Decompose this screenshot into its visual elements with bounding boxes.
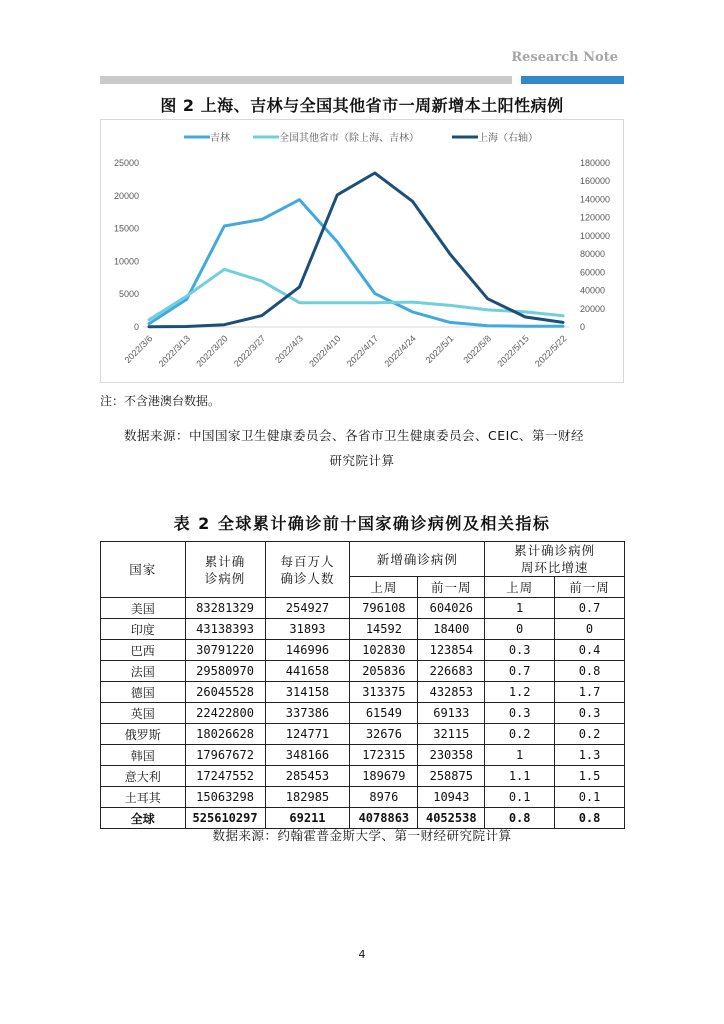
x-tick-label: 2022/4/10 <box>307 333 343 369</box>
table-cell: 0.3 <box>485 640 555 661</box>
header-new-cases: 新增确诊病例 <box>350 542 485 577</box>
header-growth <box>485 542 625 577</box>
y-right-tick-label: 20000 <box>580 303 606 314</box>
table-cell: 61549 <box>350 703 418 724</box>
table-cell-country: 全球 <box>101 808 186 829</box>
table-cell: 0.4 <box>555 640 625 661</box>
table-cell-country: 法国 <box>101 661 186 682</box>
table-cell: 313375 <box>350 682 418 703</box>
table-cell: 146996 <box>265 640 350 661</box>
header-cumulative <box>185 542 265 598</box>
table-cell-country: 意大利 <box>101 766 186 787</box>
x-tick-label: 2022/4/17 <box>344 333 381 369</box>
table-cell: 0.8 <box>485 808 555 829</box>
x-tick-label: 2022/3/27 <box>231 333 268 369</box>
table-cell: 172315 <box>350 745 418 766</box>
header-label: Research Note <box>511 50 618 65</box>
table-cell: 441658 <box>265 661 350 682</box>
table-cell: 18026628 <box>185 724 265 745</box>
table-cell-country: 印度 <box>101 619 186 640</box>
table-row <box>101 619 625 640</box>
table-cell: 604026 <box>418 598 485 619</box>
table-cell: 337386 <box>265 703 350 724</box>
table-row <box>101 724 625 745</box>
header-divider-gray <box>100 76 512 84</box>
table-cell: 69133 <box>418 703 485 724</box>
table-cell-country: 韩国 <box>101 745 186 766</box>
line-chart-svg <box>101 120 625 384</box>
x-tick-label: 2022/4/24 <box>382 333 418 369</box>
table-cell-country: 德国 <box>101 682 186 703</box>
y-right-tick-label: 140000 <box>580 194 611 205</box>
y-right-tick-label: 0 <box>580 322 586 332</box>
table-cell: 0.7 <box>555 598 625 619</box>
table-cell: 796108 <box>350 598 418 619</box>
table-cell: 0.1 <box>555 787 625 808</box>
table-cell: 0.8 <box>555 661 625 682</box>
x-tick-label: 2022/3/20 <box>194 333 230 369</box>
table-cell: 69211 <box>265 808 350 829</box>
y-right-tick-label: 100000 <box>580 230 611 241</box>
table-cell: 123854 <box>418 640 485 661</box>
table-cell-country: 俄罗斯 <box>101 724 186 745</box>
table-cell: 14592 <box>350 619 418 640</box>
y-right-tick-label: 180000 <box>580 158 611 168</box>
table-cell: 0.7 <box>485 661 555 682</box>
table-cell: 0.2 <box>485 724 555 745</box>
table-title: 表 2 全球累计确诊前十国家确诊病例及相关指标 <box>173 514 551 533</box>
table-cell-country: 英国 <box>101 703 186 724</box>
table-cell: 32115 <box>418 724 485 745</box>
table-row <box>101 598 625 619</box>
table-cell: 1 <box>485 598 555 619</box>
header-per-million <box>265 542 350 598</box>
table-cell: 285453 <box>265 766 350 787</box>
series-line-2 <box>149 269 563 320</box>
table-cell: 83281329 <box>185 598 265 619</box>
x-tick-label: 2022/5/22 <box>533 333 569 369</box>
page-number: 4 <box>358 948 366 961</box>
header-new-prev-week: 前一周 <box>418 577 485 598</box>
table-cell-country: 巴西 <box>101 640 186 661</box>
y-left-tick-label: 0 <box>133 322 139 332</box>
table-cell: 1.3 <box>555 745 625 766</box>
header-per-million-text: 每百万人确诊人数 <box>280 553 335 586</box>
table-cell: 348166 <box>265 745 350 766</box>
legend-label: 吉林 <box>210 133 230 144</box>
table-row <box>101 640 625 661</box>
y-right-tick-label: 120000 <box>580 212 611 223</box>
header-growth-text: 累计确诊病例周环比增速 <box>514 543 596 575</box>
table-cell: 4052538 <box>418 808 485 829</box>
table-cell: 0.3 <box>485 703 555 724</box>
table-cell: 314158 <box>265 682 350 703</box>
table-cell: 0 <box>485 619 555 640</box>
table-cell: 102830 <box>350 640 418 661</box>
y-left-tick-label: 25000 <box>113 158 139 168</box>
table-cell: 8976 <box>350 787 418 808</box>
header-growth-last-week: 上周 <box>485 577 555 598</box>
table-source: 数据来源：约翰霍普金斯大学、第一财经研究院计算 <box>212 828 512 843</box>
table-cell: 432853 <box>418 682 485 703</box>
header-divider-blue <box>521 76 624 84</box>
figure-title: 图 2 上海、吉林与全国其他省市一周新增本土阳性病例 <box>160 96 564 115</box>
y-right-tick-label: 160000 <box>580 176 611 187</box>
x-tick-label: 2022/3/6 <box>122 333 155 366</box>
y-right-tick-label: 80000 <box>580 249 606 260</box>
figure-source-line2: 研究院计算 <box>329 453 395 468</box>
table-cell: 254927 <box>265 598 350 619</box>
x-tick-label: 2022/5/15 <box>495 333 531 369</box>
table-cell: 189679 <box>350 766 418 787</box>
table-cell: 1.7 <box>555 682 625 703</box>
table-cell: 43138393 <box>185 619 265 640</box>
table-cell: 124771 <box>265 724 350 745</box>
table-cell: 230358 <box>418 745 485 766</box>
table-row <box>101 682 625 703</box>
table-row <box>101 787 625 808</box>
table-cell: 29580970 <box>185 661 265 682</box>
table-cell: 17967672 <box>185 745 265 766</box>
table-cell: 226683 <box>418 661 485 682</box>
y-right-tick-label: 40000 <box>580 285 606 296</box>
table-cell: 32676 <box>350 724 418 745</box>
table-cell: 31893 <box>265 619 350 640</box>
table-cell: 525610297 <box>185 808 265 829</box>
y-right-tick-label: 60000 <box>580 267 606 278</box>
header-country: 国家 <box>101 542 186 598</box>
table-cell: 15063298 <box>185 787 265 808</box>
table-cell: 1.5 <box>555 766 625 787</box>
x-tick-label: 2022/5/1 <box>423 333 456 366</box>
x-tick-label: 2022/4/3 <box>273 333 305 366</box>
table-cell: 182985 <box>265 787 350 808</box>
table-cell: 10943 <box>418 787 485 808</box>
table-cell: 1 <box>485 745 555 766</box>
table-cell: 0 <box>555 619 625 640</box>
header-growth-prev-week: 前一周 <box>555 577 625 598</box>
header-cumulative-text: 累计确诊病例 <box>204 553 246 586</box>
table-cell: 26045528 <box>185 682 265 703</box>
line-chart <box>100 119 624 383</box>
table-row <box>101 745 625 766</box>
figure-source-line1: 数据来源：中国国家卫生健康委员会、各省市卫生健康委员会、CEIC、第一财经 <box>124 428 585 443</box>
table-row <box>101 661 625 682</box>
table-cell: 0.8 <box>555 808 625 829</box>
table-cell: 258875 <box>418 766 485 787</box>
table-cell: 0.2 <box>555 724 625 745</box>
table-cell: 0.1 <box>485 787 555 808</box>
legend-label: 上海（右轴） <box>478 133 538 144</box>
y-left-tick-label: 10000 <box>113 256 139 267</box>
x-tick-label: 2022/3/13 <box>156 333 193 369</box>
table-cell-country: 美国 <box>101 598 186 619</box>
table-cell: 1.1 <box>485 766 555 787</box>
data-table <box>100 541 625 829</box>
table-cell: 1.2 <box>485 682 555 703</box>
header-new-last-week: 上周 <box>350 577 418 598</box>
table-row <box>101 703 625 724</box>
table-cell: 4078863 <box>350 808 418 829</box>
figure-note: 注：不含港澳台数据。 <box>100 394 221 408</box>
series-line-1 <box>149 200 563 327</box>
table-cell-country: 土耳其 <box>101 787 186 808</box>
y-left-tick-label: 15000 <box>113 223 139 234</box>
legend-label: 全国其他省市（除上海、吉林） <box>279 133 419 144</box>
table-cell: 18400 <box>418 619 485 640</box>
x-tick-label: 2022/5/8 <box>461 333 494 366</box>
table-cell: 205836 <box>350 661 418 682</box>
table-cell: 30791220 <box>185 640 265 661</box>
y-left-tick-label: 5000 <box>118 289 139 300</box>
table-cell: 22422800 <box>185 703 265 724</box>
y-left-tick-label: 20000 <box>113 190 139 201</box>
table-row <box>101 766 625 787</box>
table-cell: 0.3 <box>555 703 625 724</box>
table-cell: 17247552 <box>185 766 265 787</box>
